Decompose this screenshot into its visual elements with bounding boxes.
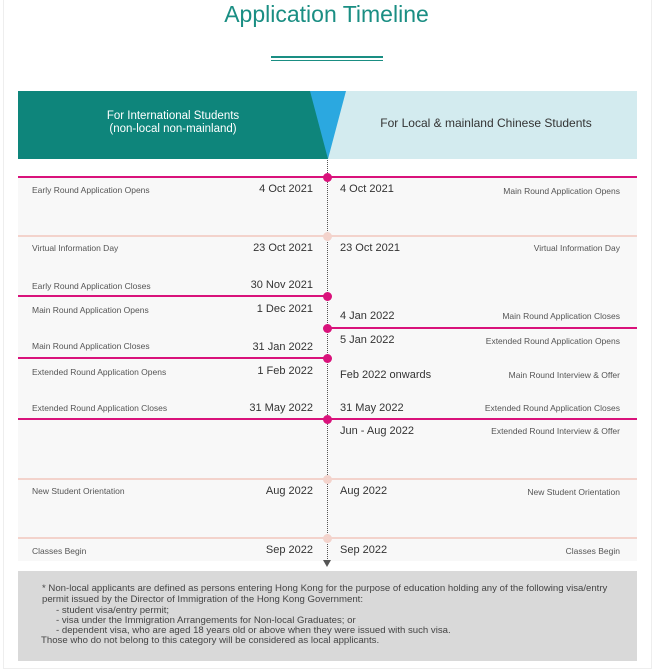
local-event-date: Sep 2022 [340,544,388,556]
local-event-date: 5 Jan 2022 [340,334,395,346]
intl-event-date: 23 Oct 2021 [253,242,313,254]
local-event-date: Aug 2022 [340,485,388,497]
intl-event-date: 30 Nov 2021 [250,279,313,291]
title-underline [271,56,383,58]
timeline-arrow-icon [323,560,331,567]
timeline-divider [18,295,328,297]
intl-event-label: Main Round Application Opens [32,305,149,315]
page-title: Application Timeline [224,1,429,27]
footnote-item: - student visa/entry permit; [56,605,170,616]
intl-event-label: New Student Orientation [32,486,125,496]
local-event-date: 4 Oct 2021 [340,183,394,195]
intl-event-label: Early Round Application Closes [32,281,151,291]
footnote-item: - dependent visa, who are aged 18 years old or above when they were issued with such visa. [56,625,451,636]
intl-event-label: Extended Round Application Opens [32,367,167,377]
local-header-label: For Local & mainland Chinese Students [380,116,592,130]
local-event-date: Jun - Aug 2022 [340,425,415,437]
intl-event-date: 31 May 2022 [249,402,313,414]
intl-event-date: Sep 2022 [265,544,313,556]
intl-event-date: 1 Feb 2022 [257,365,313,377]
timeline-divider [18,357,328,359]
international-header-subtitle: (non-local non-mainland) [109,123,237,135]
timeline-marker [323,173,332,182]
timeline-marker [323,475,332,484]
footnote-intro: * Non-local applicants are defined as persons entering Hong Kong for the purpose of education holding any of the following visa/entry permit issued by the Director of Immigration of the Hong Kong Government: [42,583,608,605]
timeline-marker [323,324,332,333]
local-event-label: Extended Round Application Opens [485,336,620,346]
local-event-date: Feb 2022 onwards [340,369,432,381]
intl-event-label: Extended Round Application Closes [32,403,168,413]
intl-event-label: Classes Begin [32,546,87,556]
timeline-marker [323,232,332,241]
local-event-label: Extended Round Interview & Offer [491,426,620,436]
local-event-date: 31 May 2022 [340,402,404,414]
local-event-label: Main Round Interview & Offer [508,370,620,380]
local-event-label: Classes Begin [565,546,620,556]
intl-event-date: 4 Oct 2021 [259,183,313,195]
footnote-box [18,571,637,661]
intl-event-label: Early Round Application Opens [32,185,150,195]
local-event-label: New Student Orientation [527,487,620,497]
local-event-date: 4 Jan 2022 [340,310,395,322]
intl-event-date: Aug 2022 [265,485,313,497]
intl-event-date: 31 Jan 2022 [252,341,313,353]
local-event-label: Main Round Application Closes [502,311,620,321]
timeline-marker [323,534,332,543]
international-header-label [18,110,328,136]
title-underline-thin [271,60,383,61]
footnote-footer: Those who do not belong to this category will be considered as local applicants. [41,635,380,646]
intl-event-date: 1 Dec 2021 [256,303,313,315]
local-event-date: 23 Oct 2021 [340,242,400,254]
footnote-item: - visa under the Immigration Arrangements for Non-local Graduates; or [56,615,356,626]
timeline-marker [323,415,332,424]
international-header-title: For International Students [106,110,240,122]
intl-event-label: Virtual Information Day [32,243,119,253]
timeline-divider [328,327,637,329]
intl-event-label: Main Round Application Closes [32,341,150,351]
local-event-label: Main Round Application Opens [503,186,620,196]
local-event-label: Virtual Information Day [533,243,620,253]
timeline-marker [323,354,332,363]
local-event-label: Extended Round Application Closes [484,403,620,413]
timeline-marker [323,292,332,301]
